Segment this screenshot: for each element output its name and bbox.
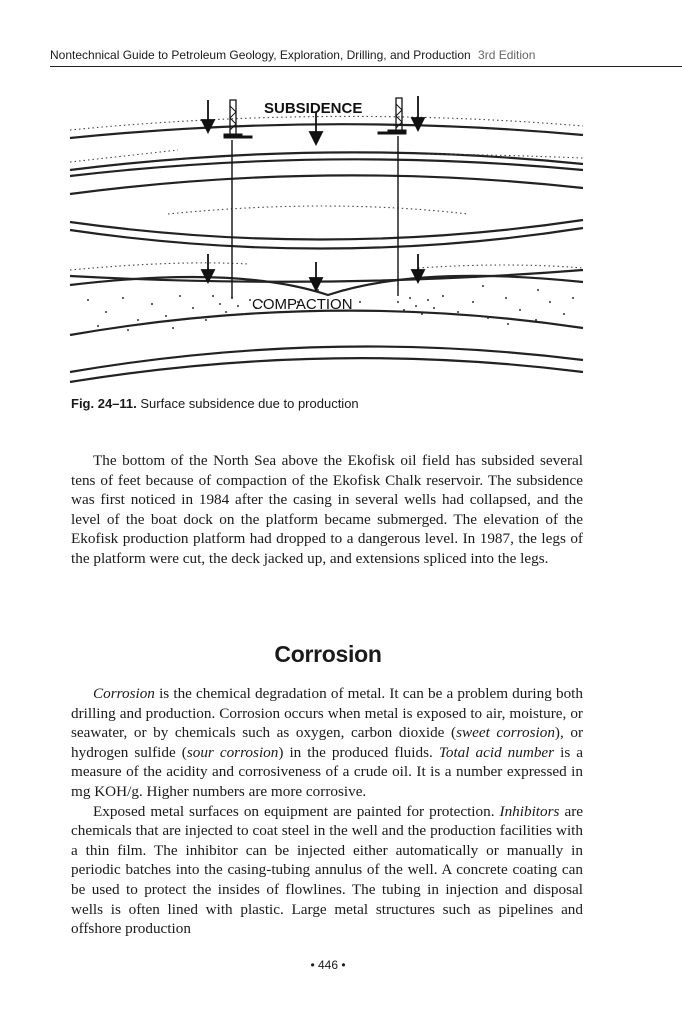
text-run: are chemicals that are injected to coat steel in the well and the production facilities with a thin film. The inhibitor can be injected either automatically or manually in periodic batches into the casing-tubing annulus of the well. A concrete coating can be used to protect the insides of flowlines. The tubing in injection and disposal wells is often lined with plastic. Large metal structures such as pipelines and offshore production	[71, 802, 583, 938]
text-run: is the chemical degradation of metal. It can be a problem during both drilling and production. Corrosion occurs when metal is exposed to air, moisture, or seawater, or by chemicals such as oxygen, carbon dioxide (	[71, 685, 583, 742]
text-run: is a measure of the acidity and corrosiveness of a crude oil. It is a number expressed in mg KOH/g. Higher numbers are more corrosive.	[71, 743, 584, 800]
dotted-strata-line	[70, 263, 248, 270]
term: Corrosion	[93, 685, 155, 702]
compaction-label: COMPACTION	[252, 296, 353, 313]
strata-line	[70, 175, 583, 194]
text-run: Exposed metal surfaces on equipment are painted for protection.	[93, 802, 500, 820]
caption-text: Surface subsidence due to production	[140, 396, 359, 411]
arrow-head-icon	[202, 120, 214, 132]
paragraph: The bottom of the North Sea above the Ekofisk oil field has subsided several tens of feet because of compaction of the Ekofisk Chalk reservoir. The subsidence was first noticed in 1984 after the casing in several wells had collapsed, and the level of the boat dock on the platform became submerged. The elevation of the Ekofisk production platform had dropped to a dangerous level. In 1987, the legs of the platform were cut, the deck jacked up, and extensions spliced into the legs.	[71, 452, 583, 567]
caption-number: Fig. 24–11.	[71, 396, 137, 411]
subsidence-figure	[68, 90, 588, 390]
running-header	[50, 46, 682, 67]
strata-line	[70, 220, 583, 240]
term: Inhibitors	[499, 802, 560, 820]
page-number: • 446 •	[310, 958, 346, 972]
term: sour corrosion	[186, 743, 279, 761]
figure-caption	[71, 396, 359, 411]
term: sweet corrosion	[456, 724, 555, 742]
subsidence-diagram	[68, 90, 588, 390]
header-edition: 3rd Edition	[478, 48, 536, 62]
dotted-strata-line	[418, 265, 583, 268]
seafloor-line	[70, 124, 583, 138]
header-title: Nontechnical Guide to Petroleum Geology, Exploration, Drilling, and Production	[50, 48, 471, 62]
paragraph	[71, 684, 583, 802]
body-text-block-1	[71, 451, 583, 569]
strata-line	[70, 358, 583, 382]
reservoir-base-line	[70, 311, 583, 335]
arrow-head-icon	[310, 132, 322, 144]
text-run: ) in the produced fluids.	[278, 743, 439, 761]
subsidence-label: SUBSIDENCE	[264, 100, 363, 117]
reservoir-top-line	[70, 276, 583, 295]
paragraph	[71, 802, 583, 939]
arrow-head-icon	[412, 118, 424, 130]
platform-icon	[378, 98, 406, 134]
body-text-block-2	[71, 684, 583, 939]
arrow-head-icon	[310, 278, 322, 290]
section-heading: Corrosion	[274, 641, 382, 667]
text-run: ), or hydrogen sulfide (	[71, 724, 584, 761]
dotted-strata-line	[168, 206, 468, 214]
term: Total acid number	[438, 743, 555, 761]
